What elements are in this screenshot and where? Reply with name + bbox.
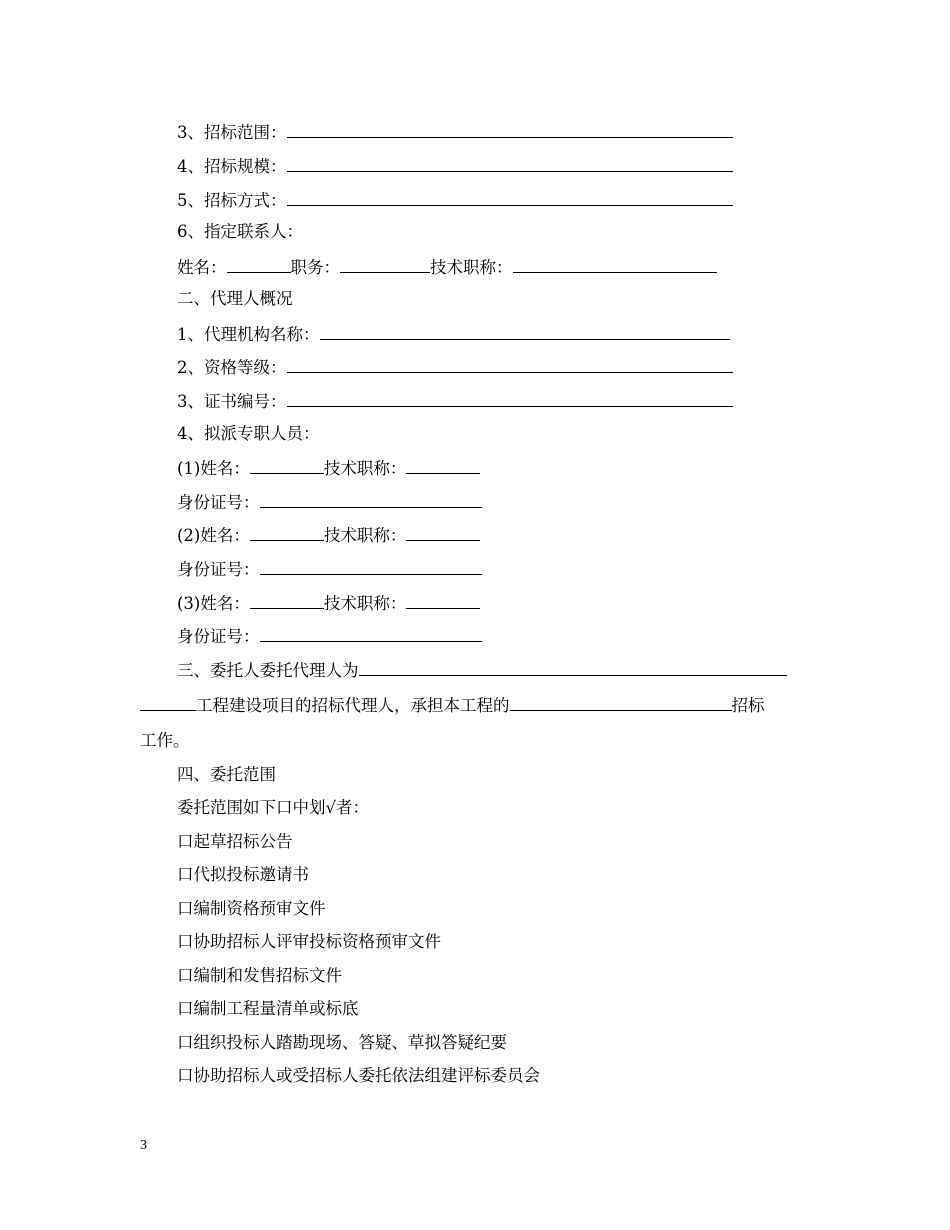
cert-no-blank[interactable] bbox=[287, 390, 733, 407]
option-item[interactable] bbox=[177, 1033, 507, 1055]
person-3-name-label: (3)姓名： bbox=[177, 594, 250, 613]
option-item[interactable] bbox=[177, 1066, 540, 1088]
contact-position-label: 职务： bbox=[290, 258, 340, 277]
method-label: 5、招标方式： bbox=[177, 191, 287, 210]
section-2-heading bbox=[177, 289, 293, 311]
scale-blank[interactable] bbox=[287, 155, 733, 172]
section-4-heading bbox=[177, 765, 276, 787]
person-1-name-blank[interactable] bbox=[250, 457, 324, 474]
option-prequal-docs: 口编制资格预审文件 bbox=[177, 899, 326, 918]
person-2-id-blank[interactable] bbox=[260, 558, 482, 575]
section-3-line-3 bbox=[140, 731, 190, 753]
section-4-intro-text: 委托范围如下口中划√者： bbox=[177, 798, 370, 817]
person-2-id-line bbox=[177, 558, 482, 580]
option-item[interactable] bbox=[177, 832, 293, 854]
person-1-title-blank[interactable] bbox=[406, 457, 480, 474]
option-bill-of-quantities: 口编制工程量清单或标底 bbox=[177, 999, 359, 1018]
section-3-body: 工程建设项目的招标代理人，承担本工程的 bbox=[196, 696, 510, 715]
page-number: 3 bbox=[140, 1138, 147, 1153]
scale-line bbox=[177, 155, 733, 177]
option-item[interactable] bbox=[177, 899, 326, 921]
person-1-id-blank[interactable] bbox=[260, 491, 482, 508]
section-3-line-2 bbox=[140, 694, 765, 716]
person-3-id-line bbox=[177, 625, 482, 647]
cert-no-line bbox=[177, 390, 733, 412]
person-3-id-blank[interactable] bbox=[260, 625, 482, 642]
method-line bbox=[177, 189, 733, 211]
option-item[interactable] bbox=[177, 966, 342, 988]
person-3-line bbox=[177, 592, 480, 614]
section-2-title: 二、代理人概况 bbox=[177, 289, 293, 308]
person-1-name-label: (1)姓名： bbox=[177, 459, 250, 478]
person-2-line bbox=[177, 524, 480, 546]
contact-name-blank[interactable] bbox=[227, 256, 291, 273]
option-tender-docs: 口编制和发售招标文件 bbox=[177, 966, 342, 985]
section-4-intro bbox=[177, 798, 369, 820]
person-1-id-label: 身份证号： bbox=[177, 493, 260, 512]
contact-label: 6、指定联系人： bbox=[177, 222, 303, 241]
agency-name-label: 1、代理机构名称： bbox=[177, 325, 320, 344]
person-2-id-label: 身份证号： bbox=[177, 560, 260, 579]
option-draft-notice: 口起草招标公告 bbox=[177, 832, 293, 851]
contact-heading bbox=[177, 222, 303, 244]
scale-label: 4、招标规模： bbox=[177, 157, 287, 176]
section-4-title: 四、委托范围 bbox=[177, 765, 276, 784]
option-site-visit: 口组织投标人踏勘现场、答疑、草拟答疑纪要 bbox=[177, 1033, 507, 1052]
qual-level-label: 2、资格等级： bbox=[177, 358, 287, 377]
method-blank[interactable] bbox=[287, 189, 733, 206]
person-1-line bbox=[177, 457, 480, 479]
person-2-name-label: (2)姓名： bbox=[177, 526, 250, 545]
person-3-id-label: 身份证号： bbox=[177, 627, 260, 646]
person-2-title-label: 技术职称： bbox=[323, 526, 407, 545]
cert-no-label: 3、证书编号： bbox=[177, 392, 287, 411]
qual-level-blank[interactable] bbox=[287, 356, 733, 373]
person-3-title-label: 技术职称： bbox=[323, 594, 407, 613]
agent-project-blank-cont[interactable] bbox=[140, 694, 196, 711]
qual-level-line bbox=[177, 356, 733, 378]
option-item[interactable] bbox=[177, 865, 309, 887]
scope-blank[interactable] bbox=[287, 121, 733, 138]
person-3-name-blank[interactable] bbox=[250, 592, 324, 609]
section-3-title: 三、委托人委托代理人为 bbox=[177, 661, 359, 680]
option-invitation: 口代拟投标邀请书 bbox=[177, 865, 309, 884]
option-evaluation-committee: 口协助招标人或受招标人委托依法组建评标委员会 bbox=[177, 1066, 540, 1085]
tender-scope-blank[interactable] bbox=[510, 694, 732, 711]
option-item[interactable] bbox=[177, 999, 359, 1021]
person-2-title-blank[interactable] bbox=[406, 524, 480, 541]
staff-heading bbox=[177, 424, 320, 446]
person-3-title-blank[interactable] bbox=[406, 592, 480, 609]
contact-title-label: 技术职称： bbox=[430, 258, 513, 277]
agency-name-line bbox=[177, 323, 730, 345]
person-1-id-line bbox=[177, 491, 482, 513]
person-1-title-label: 技术职称： bbox=[323, 459, 407, 478]
contact-detail-line bbox=[177, 256, 717, 278]
scope-line bbox=[177, 121, 733, 143]
contact-position-blank[interactable] bbox=[340, 256, 430, 273]
agent-project-blank[interactable] bbox=[359, 659, 787, 676]
person-2-name-blank[interactable] bbox=[250, 524, 324, 541]
section-3-body-end: 招标 bbox=[731, 696, 765, 715]
option-item[interactable] bbox=[177, 932, 441, 954]
section-3-work: 工作。 bbox=[140, 731, 190, 750]
contact-title-blank[interactable] bbox=[513, 256, 717, 273]
contact-name-label: 姓名： bbox=[177, 258, 227, 277]
option-review-prequal: 口协助招标人评审投标资格预审文件 bbox=[177, 932, 441, 951]
section-3-line-1 bbox=[177, 659, 787, 681]
staff-label: 4、拟派专职人员： bbox=[177, 424, 320, 443]
scope-label: 3、招标范围： bbox=[177, 123, 287, 142]
agency-name-blank[interactable] bbox=[320, 323, 730, 340]
